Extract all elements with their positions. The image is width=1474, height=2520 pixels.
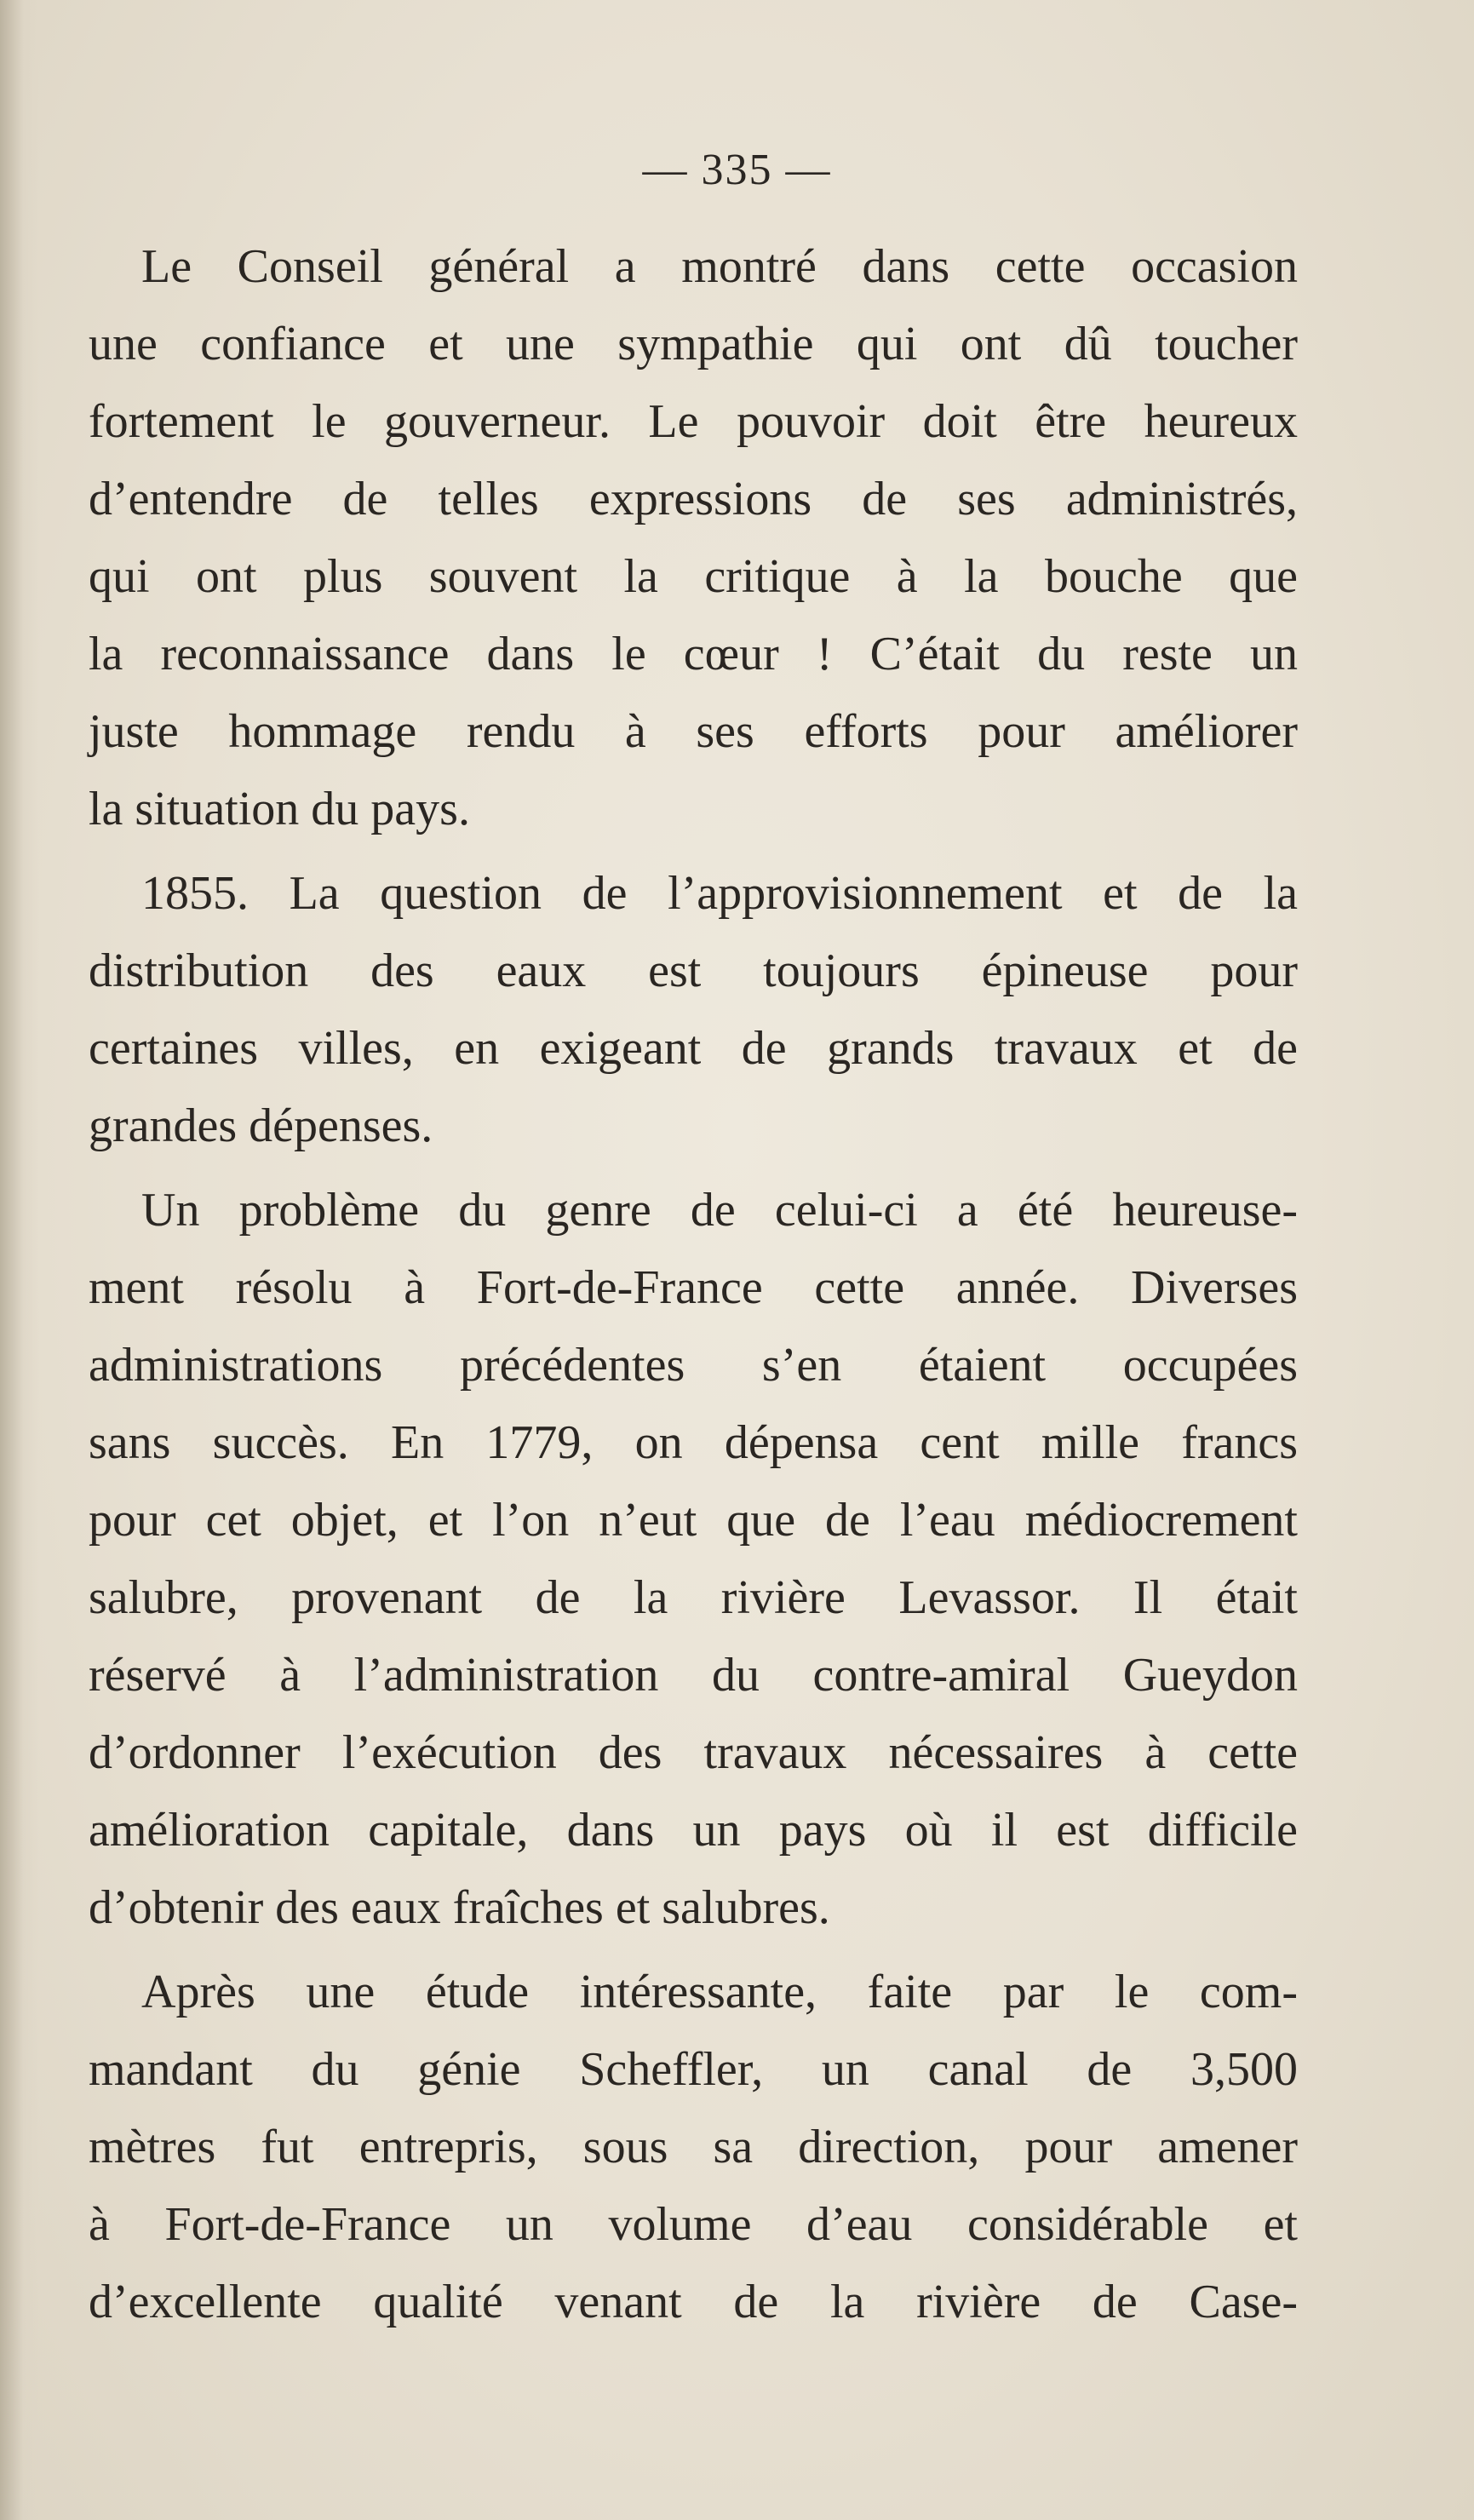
paragraph-etude [89, 1954, 1298, 2341]
text-line: la situation du pays. [89, 783, 470, 835]
text-line: grandes dépenses. [89, 1099, 433, 1152]
text-line: d’entendre de telles expressions de ses administrés, [89, 473, 1298, 525]
paragraph-probleme [89, 1172, 1298, 1947]
text-line: fortement le gouverneur. Le pouvoir doit être heureux [89, 395, 1298, 448]
text-line: salubre, provenant de la rivière Levassor. Il était [89, 1571, 1298, 1624]
text-line: mètres fut entrepris, sous sa direction, pour amener [89, 2121, 1298, 2173]
text-line: une confiance et une sympathie qui ont dû toucher [89, 318, 1298, 370]
text-line: certaines villes, en exigeant de grands travaux et de [89, 1022, 1298, 1075]
body-text [89, 228, 1298, 2341]
paragraph-1855 [89, 855, 1298, 1165]
page-number: — 335 — [642, 146, 832, 194]
text-line: amélioration capitale, dans un pays où il est difficile [89, 1804, 1298, 1857]
text-line: Après une étude intéressante, faite par le com- [141, 1966, 1298, 2018]
text-line: à Fort-de-France un volume d’eau considérable et [89, 2198, 1298, 2251]
text-line: Le Conseil général a montré dans cette occasion [141, 240, 1298, 293]
text-line: la reconnaissance dans le cœur ! C’était du reste un [89, 628, 1298, 680]
text-line: Un problème du genre de celui-ci a été heureuse- [141, 1184, 1298, 1237]
text-line: sans succès. En 1779, on dépensa cent mille francs [89, 1416, 1298, 1469]
text-line: réservé à l’administration du contre-amiral Gueydon [89, 1649, 1298, 1702]
text-line: d’ordonner l’exécution des travaux nécessaires à cette [89, 1726, 1298, 1779]
text-line: 1855. La question de l’approvisionnement et de la [141, 867, 1298, 920]
text-line: juste hommage rendu à ses efforts pour améliorer [89, 705, 1298, 758]
binding-shadow [0, 0, 39, 2520]
text-line: administrations précédentes s’en étaient occupées [89, 1339, 1298, 1392]
text-line: pour cet objet, et l’on n’eut que de l’eau médiocrement [89, 1494, 1298, 1547]
paragraph-conseil-general [89, 228, 1298, 848]
text-line: qui ont plus souvent la critique à la bouche que [89, 550, 1298, 603]
text-line: distribution des eaux est toujours épineuse pour [89, 944, 1298, 997]
text-line: mandant du génie Scheffler, un canal de 3,500 [89, 2043, 1298, 2096]
text-line: d’obtenir des eaux fraîches et salubres. [89, 1881, 830, 1934]
text-line: d’excellente qualité venant de la rivière de Case- [89, 2276, 1298, 2328]
text-line: ment résolu à Fort-de-France cette année. Diverses [89, 1261, 1298, 1314]
